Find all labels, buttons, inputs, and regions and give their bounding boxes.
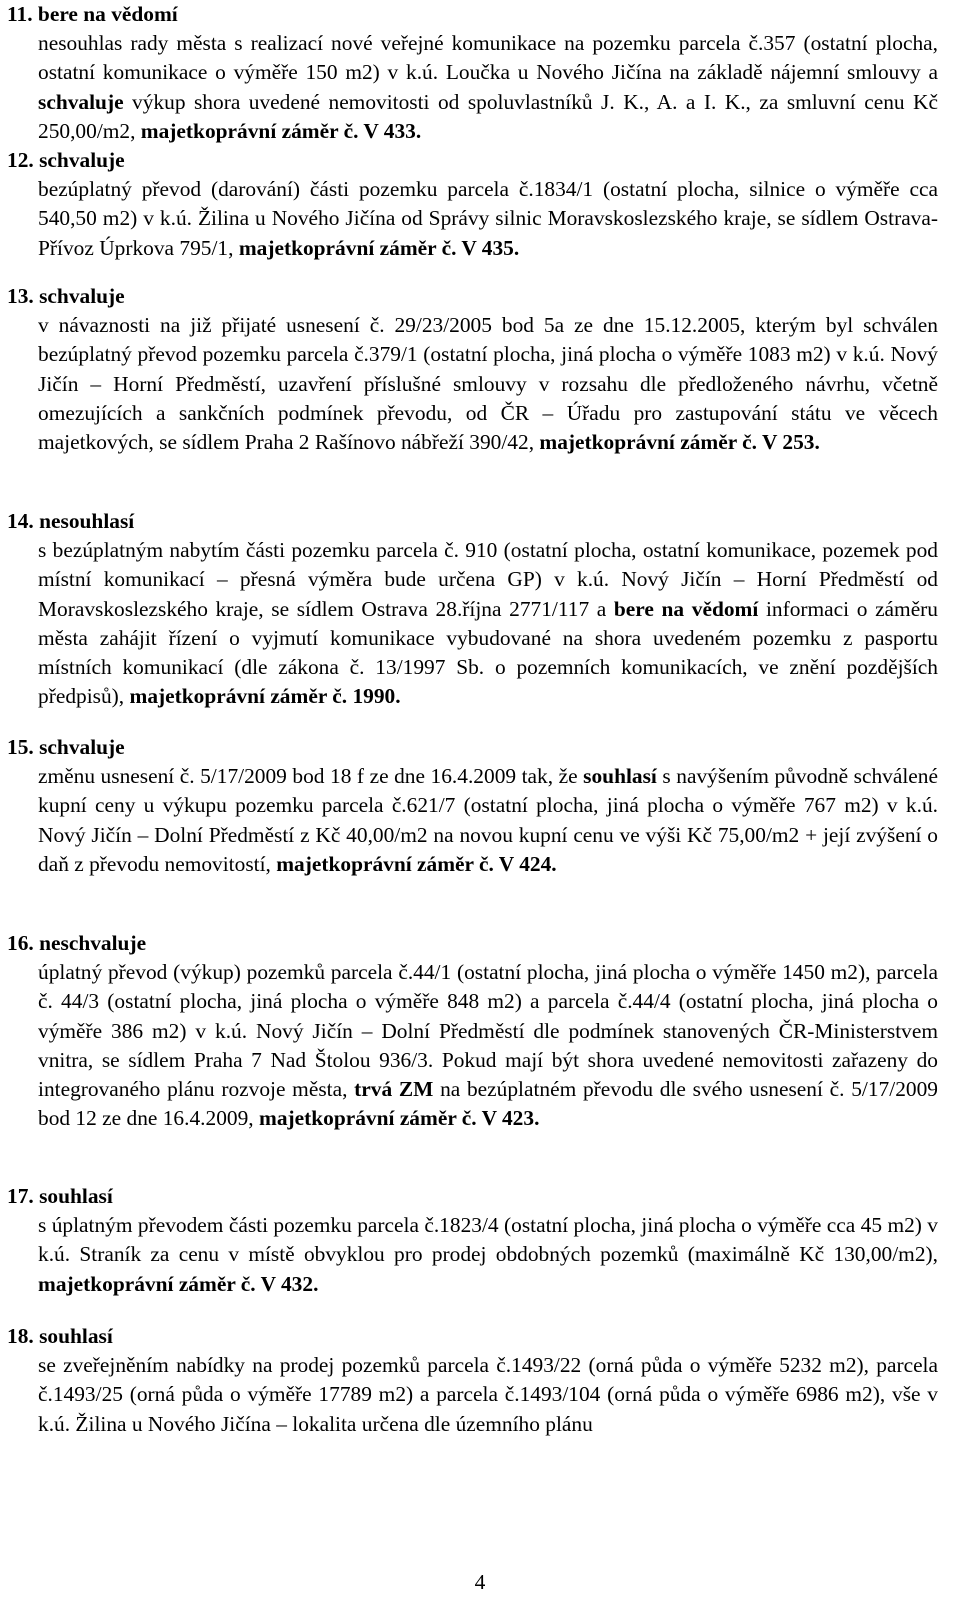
item-verb: bere na vědomí (37, 2, 178, 26)
resolution-item-12 (7, 146, 938, 263)
text-segment: se zveřejněním nabídky na prodej pozemků parcela č.1493/22 (orná půda o výměře 5232 m2), parcela č.1493/25 (orná půda o výměře 17789 m2) a parcela č.1493/104 (orná půda o výměře 6986 m2), vše v k.ú. Žilina u Nového Jičína – lokalita určena dle územního plánu (38, 1353, 938, 1436)
item-text (38, 536, 938, 711)
bold-text-segment: majetkoprávní záměr č. 1990. (129, 684, 401, 709)
resolution-item-11 (7, 0, 938, 146)
resolution-item-14 (7, 507, 938, 711)
resolution-item-13 (7, 282, 938, 457)
bold-text-segment: majetkoprávní záměr č. V 423. (259, 1106, 540, 1131)
resolution-item-15 (7, 733, 938, 879)
item-number: 17. (7, 1184, 34, 1208)
bold-text-segment: trvá ZM (354, 1077, 434, 1102)
text-segment: s úplatným převodem části pozemku parcela č.1823/4 (ostatní plocha, jiná plocha o výměře cca 45 m2) v k.ú. Straník za cenu v místě obvyklou pro prodej obdobných pozemků (maximálně Kč 130,00/m2), (38, 1213, 938, 1267)
item-text (38, 1351, 938, 1439)
text-segment: s bezúplatným nabytím části pozemku parcela č. 910 (ostatní plocha, ostatní komunikace, pozemek pod místní komunikací – přesná výměra bude určena GP) v k.ú. Nový Jičín – Horní Předměstí od Moravskoslezského kraje, se sídlem Ostrava 28.října 2771/117 a (38, 538, 938, 621)
text-segment: informaci o záměru města zahájit řízení o vyjmutí komunikace vybudované na shora uvedeném pozemku z pasportu místních komunikací (dle zákona č. 13/1997 Sb. o pozemních komunikacích, ve znění pozdějších předpisů), (38, 596, 939, 709)
bold-text-segment: souhlasí (583, 764, 657, 789)
bold-text-segment: majetkoprávní záměr č. V 424. (276, 851, 557, 876)
bold-text-segment: majetkoprávní záměr č. V 432. (38, 1271, 319, 1296)
item-text (38, 762, 938, 879)
item-text (38, 29, 938, 146)
text-segment: bezúplatný převod (darování) části pozemku parcela č.1834/1 (ostatní plocha, silnice o výměře cca 540,50 m2) v k.ú. Žilina u Nového Jičína od Správy silnic Moravskoslezského kraje, se sídlem Ostrava-Přívoz Úprkova 795/1, (38, 177, 938, 260)
bold-text-segment: majetkoprávní záměr č. V 435. (238, 235, 520, 260)
text-segment: nesouhlas rady města s realizací nové veřejné komunikace na pozemku parcela č.357 (ostatní plocha, ostatní komunikace o výměře 150 m2) v k.ú. Loučka u Nového Jičína na základě nájemní smlouvy a (38, 31, 938, 85)
item-text (38, 311, 938, 457)
item-number: 15. (7, 735, 34, 759)
bold-text-segment: bere na vědomí (613, 596, 759, 621)
resolution-item-17 (7, 1182, 938, 1299)
page-number: 4 (474, 1570, 486, 1594)
text-segment: na bezúplatném převodu dle svého usnesení č. 5/17/2009 bod 12 ze dne 16.4.2009, (38, 1077, 938, 1131)
item-verb: schvaluje (39, 148, 125, 172)
item-verb: souhlasí (39, 1324, 113, 1348)
item-number: 13. (7, 284, 34, 308)
item-number: 16. (7, 931, 34, 955)
item-number: 12. (7, 148, 34, 172)
item-text (38, 1211, 938, 1299)
item-text (38, 958, 938, 1133)
text-segment: změnu usnesení č. 5/17/2009 bod 18 f ze dne 16.4.2009 tak, že (38, 764, 584, 789)
bold-text-segment: schvaluje (38, 89, 124, 114)
bold-text-segment: majetkoprávní záměr č. V 253. (539, 430, 820, 455)
text-segment: výkup shora uvedené nemovitosti od spoluvlastníků J. K., A. a I. K., za smluvní cenu Kč 250,00/m2, (38, 89, 938, 143)
item-number: 14. (7, 509, 34, 533)
text-segment: s navýšením původně schválené kupní ceny u výkupu pozemku parcela č.621/7 (ostatní plocha, jiná plocha o výměře 767 m2) v k.ú. Nový Jičín – Dolní Předměstí z Kč 40,00/m2 na novou kupní cenu ve výši Kč 75,00/m2 + její zvýšení o daň z převodu nemovitostí, (38, 764, 938, 876)
resolution-item-18 (7, 1322, 938, 1439)
item-number: 11. (7, 2, 33, 26)
item-number: 18. (7, 1324, 34, 1348)
text-segment: v návaznosti na již přijaté usnesení č. 29/23/2005 bod 5a ze dne 15.12.2005, kterým byl schválen bezúplatný převod pozemku parcela č.379/1 (ostatní plocha, jiná plocha o výměře 1083 m2) v k.ú. Nový Jičín – Horní Předměstí, uzavření příslušné smlouvy v rozsahu dle předloženého návrhu, včetně omezujících a sankčních podmínek převodu, od ČR – Úřadu pro zastupování státu ve věcech majetkových, se sídlem Praha 2 Rašínovo nábřeží 390/42, (38, 313, 938, 455)
item-verb: schvaluje (39, 735, 125, 759)
text-segment: úplatný převod (výkup) pozemků parcela č.44/1 (ostatní plocha, jiná plocha o výměře 1450 m2), parcela č. 44/3 (ostatní plocha, jiná plocha o výměře 848 m2) a parcela č.44/4 (ostatní plocha, jiná plocha o výměře 386 m2) v k.ú. Nový Jičín – Dolní Předměstí dle podmínek stanovených ČR-Ministerstvem vnitra, se sídlem Praha 7 Nad Štolou 936/3. Pokud mají být shora uvedené nemovitosti zařazeny do integrovaného plánu rozvoje města, (38, 960, 938, 1102)
bold-text-segment: majetkoprávní záměr č. V 433. (140, 118, 422, 143)
item-verb: neschvaluje (39, 931, 147, 955)
item-verb: souhlasí (39, 1184, 113, 1208)
resolution-item-16 (7, 929, 938, 1133)
item-verb: nesouhlasí (39, 509, 135, 533)
item-text (38, 175, 938, 263)
item-verb: schvaluje (39, 284, 125, 308)
